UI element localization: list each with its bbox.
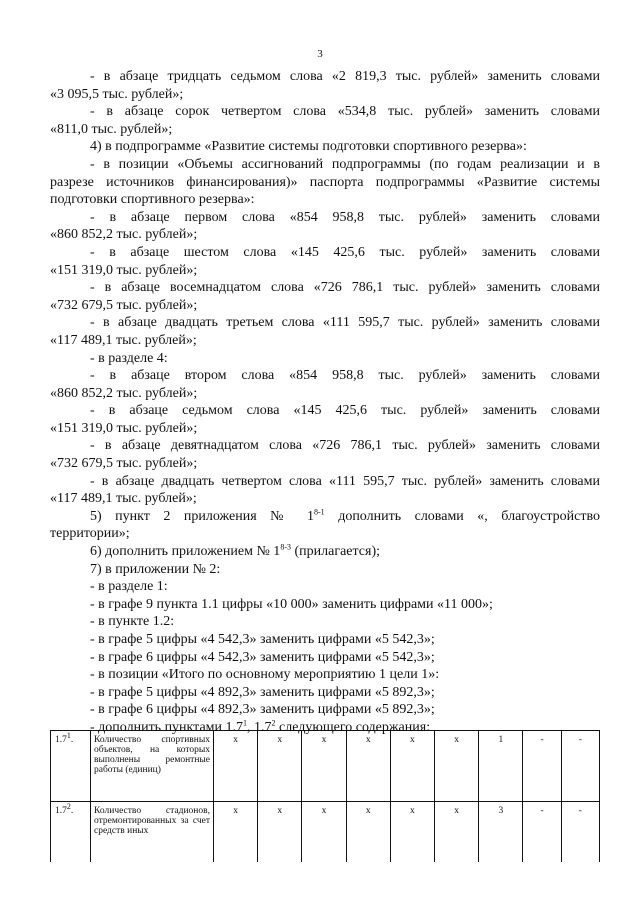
table-cell: х (214, 802, 258, 863)
table-cell: х (302, 802, 346, 863)
list-item: - в пункте 1.2: (90, 614, 175, 630)
table-cell: - (561, 802, 599, 863)
superscript: 2 (66, 801, 71, 811)
text-fragment: 5) пункт 2 приложения № 1 (90, 508, 315, 524)
row-number: $1.7^1$. (51, 731, 91, 802)
table-cell: х (390, 731, 434, 802)
row-number: $1.7^2$. (51, 802, 91, 863)
table-cell: х (302, 731, 346, 802)
table-cell: х (390, 802, 434, 863)
list-item: - в графе 6 цифры «4 542,3» заменить цифрами «5 542,3»; (90, 649, 435, 665)
paragraph-line: «117 489,1 тыс. рублей»; (50, 332, 197, 348)
paragraph-line: - в абзаце сорок четвертом слова «534,8 тыс. рублей» заменить словами (90, 104, 600, 120)
row-number-text: 1.7 (55, 735, 67, 745)
text-fragment: (прилагается); (290, 544, 380, 560)
paragraph-line: «151 319,0 тыс. рублей»; (50, 420, 198, 436)
list-item: - в разделе 1: (90, 579, 168, 595)
paragraph-line: - в абзаце втором слова «854 958,8 тыс. рублей» заменить словами (90, 368, 600, 384)
paragraph-line: - в абзаце двадцать третьем слова «111 595,7 тыс. рублей» заменить словами (90, 315, 600, 331)
list-item: - в графе 5 цифры «4 892,3» заменить цифрами «5 892,3»; (90, 684, 435, 700)
text-fragment: , 1.7 (247, 719, 272, 735)
table-cell: х (258, 731, 302, 802)
table-cell: х (214, 731, 258, 802)
table-cell: х (258, 802, 302, 863)
superscript: 1 (243, 718, 248, 728)
paragraph-line: «860 852,2 тыс. рублей»; (50, 227, 198, 243)
list-item: - в позиции «Итого по основному мероприятию 1 цели 1»: (90, 667, 440, 683)
document-body (50, 68, 600, 737)
table-cell: - (561, 731, 599, 802)
paragraph-line: «732 679,5 тыс. рублей»; (50, 456, 198, 472)
table-row (51, 731, 600, 802)
table-cell: - (523, 731, 561, 802)
paragraph-line: 4) в подпрограмме «Развитие системы подготовки спортивного резерва»: (90, 139, 527, 155)
data-table (50, 730, 600, 862)
paragraph-line: «117 489,1 тыс. рублей»; (50, 491, 197, 507)
paragraph-line: - в позиции «Объемы ассигнований подпрограммы (по годам реализации и в (90, 156, 600, 172)
superscript: 2 (271, 718, 276, 728)
table-cell: х (435, 731, 479, 802)
table-cell: х (346, 802, 390, 863)
paragraph-line: - в абзаце шестом слова «145 425,6 тыс. рублей» заменить словами (90, 244, 600, 260)
paragraph-item-6 (90, 543, 600, 561)
list-item: - в графе 6 цифры «4 892,3» заменить цифрами «5 892,3»; (90, 702, 435, 718)
table-cell: 3 (479, 802, 523, 863)
row-number-text: 1.7 (55, 806, 67, 816)
paragraph-line: «732 679,5 тыс. рублей»; (50, 297, 198, 313)
paragraph-line: - в абзаце двадцать четвертом слова «111 595,7 тыс. рублей» заменить словами (90, 473, 600, 489)
superscript: 8-1 (314, 507, 325, 517)
list-item: - в графе 9 пункта 1.1 цифры «10 000» заменить цифрами «11 000»; (90, 596, 493, 612)
paragraph-line: - в разделе 4: (90, 350, 168, 366)
paragraph-line: - в абзаце седьмом слова «145 425,6 тыс. рублей» заменить словами (90, 403, 600, 419)
table-cell: х (346, 731, 390, 802)
text-fragment: следующего содержания: (275, 719, 431, 735)
paragraph-line: - в абзаце девятнадцатом слова «726 786,1 тыс. рублей» заменить словами (90, 438, 600, 454)
text-fragment: дополнить словами «, благоустройство (324, 508, 600, 524)
text-fragment: - дополнить пунктами 1.7 (90, 719, 244, 735)
table-row (51, 802, 600, 863)
list-item: - в графе 5 цифры «4 542,3» заменить цифрами «5 542,3»; (90, 632, 435, 647)
superscript: 1 (66, 730, 71, 740)
text-fragment: 6) дополнить приложением № 1 (90, 544, 281, 560)
paragraph-line: - в абзаце первом слова «854 958,8 тыс. рублей» заменить словами (90, 209, 600, 225)
paragraph-line: «3 095,5 тыс. рублей»; (50, 86, 184, 102)
paragraph-line: «860 852,2 тыс. рублей»; (50, 385, 198, 401)
paragraph-line: - в абзаце тридцать седьмом слова «2 819,3 тыс. рублей» заменить словами (90, 69, 600, 84)
page-number: 3 (317, 48, 323, 60)
paragraph-item-5 (90, 508, 600, 526)
table-cell: х (435, 802, 479, 863)
table-cell: - (523, 802, 561, 863)
paragraph-line: - в абзаце восемнадцатом слова «726 786,1 тыс. рублей» заменить словами (90, 280, 600, 296)
paragraph-line: разрезе источников финансирования)» паспорта подпрограммы «Развитие системы (50, 174, 600, 190)
table-cell: 1 (479, 731, 523, 802)
superscript: 8-3 (280, 542, 291, 552)
row-description: Количество стадионов, отремонтированных за счет средств иных (91, 802, 214, 863)
paragraph-line: «811,0 тыс. рублей»; (50, 121, 173, 137)
paragraph-line: «151 319,0 тыс. рублей»; (50, 262, 198, 278)
row-description: Количество спортивных объектов, на которых выполнены ремонтные работы (единиц) (91, 731, 214, 802)
paragraph-continuation: территории»; (50, 526, 130, 542)
paragraph-line: подготовки спортивного резерва»: (50, 192, 255, 208)
list-item: 7) в приложении № 2: (90, 561, 221, 577)
